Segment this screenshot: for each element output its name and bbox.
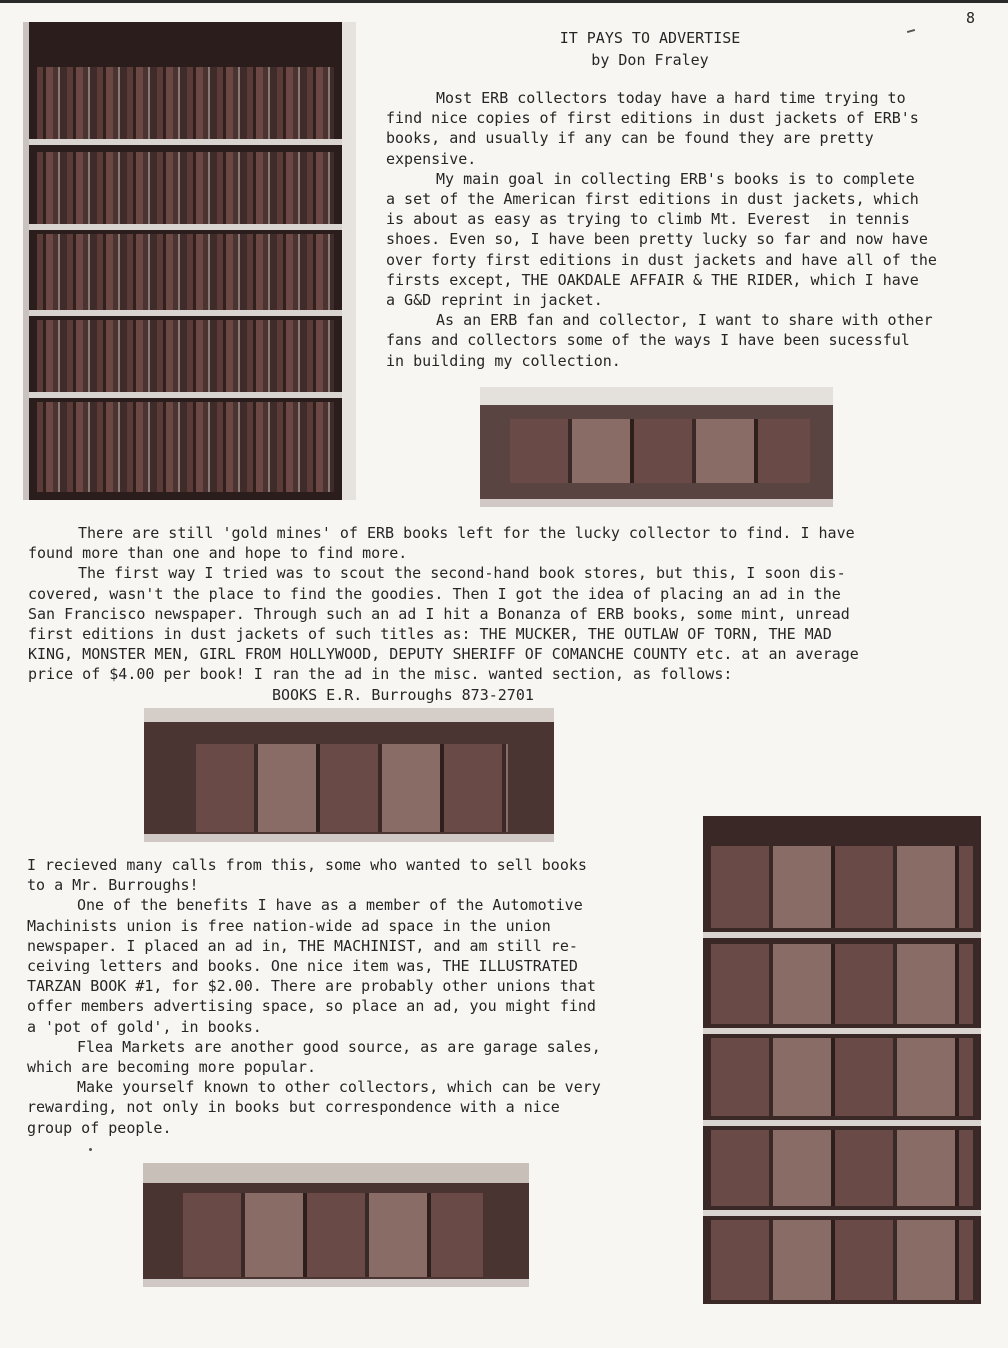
text-line: Machinists union is free nation-wide ad space in the union <box>27 916 551 935</box>
text-line: TARZAN BOOK #1, for $2.00. There are probably other unions that <box>27 977 596 996</box>
text-line: covered, wasn't the place to find the goodies. Then I got the idea of placing an ad in the <box>28 584 841 603</box>
intro-text <box>386 88 937 371</box>
text-line: firsts except, THE OAKDALE AFFAIR & THE RIDER, which I have <box>386 270 919 289</box>
text-line: a set of the American first editions in dust jackets, which <box>386 190 919 209</box>
text-line: a G&D reprint in jacket. <box>386 291 603 310</box>
text-line: shoes. Even so, I have been pretty lucky so far and now have <box>386 230 928 249</box>
text-line: Make yourself known to other collectors, which can be very <box>77 1078 601 1097</box>
text-line: Most ERB collectors today have a hard time trying to <box>436 89 906 107</box>
text-line: found more than one and hope to find more. <box>28 544 408 563</box>
ad-text-line: BOOKS E.R. Burroughs 873-2701 <box>272 685 534 704</box>
tarzan-covers-photo <box>143 1163 529 1287</box>
text-line: newspaper. I placed an ad in, THE MACHINIST, and am still re- <box>27 936 578 955</box>
stray-mark <box>907 29 915 33</box>
middle-text <box>28 523 859 705</box>
text-line: which are becoming more popular. <box>27 1058 316 1077</box>
article-byline: by Don Fraley <box>591 51 709 69</box>
text-line: fans and collectors some of the ways I have been sucessful <box>386 331 910 350</box>
page-number: 8 <box>966 9 976 27</box>
pulp-covers-photo <box>144 708 554 842</box>
text-line: group of people. <box>27 1118 172 1137</box>
text-line: Flea Markets are another good source, as are garage sales, <box>77 1037 601 1056</box>
text-line: My main goal in collecting ERB's books is to complete <box>436 169 915 188</box>
text-line: KING, MONSTER MEN, GIRL FROM HOLLYWOOD, DEPUTY SHERIFF OF COMANCHE COUNTY etc. at an average <box>28 645 859 664</box>
text-line: a 'pot of gold', in books. <box>27 1017 262 1036</box>
article-title: IT PAYS TO ADVERTISE <box>559 29 741 47</box>
text-line: As an ERB fan and collector, I want to share with other <box>436 311 933 330</box>
article-heading <box>490 27 810 71</box>
text-line: rewarding, not only in books but correspondence with a nice <box>27 1098 560 1117</box>
text-line: find nice copies of first editions in dust jackets of ERB's <box>386 109 919 128</box>
text-line: in building my collection. <box>386 351 621 370</box>
text-line: is about as easy as trying to climb Mt. Everest in tennis <box>386 210 910 229</box>
books-shelf-photo <box>480 387 833 507</box>
text-line: books, and usually if any can be found they are pretty <box>386 129 874 148</box>
lower-text <box>27 855 601 1138</box>
text-line: One of the benefits I have as a member of the Automotive <box>77 896 583 915</box>
bookshelf-photo-large <box>23 22 356 500</box>
top-rule <box>0 0 1008 3</box>
text-line: The first way I tried was to scout the second-hand book stores, but this, I soon dis- <box>78 564 846 583</box>
text-line: offer members advertising space, so place an ad, you might find <box>27 997 596 1016</box>
text-line: to a Mr. Burroughs! <box>27 876 199 895</box>
magazine-shelf-photo <box>703 816 981 1304</box>
text-line: ceiving letters and books. One nice item was, THE ILLUSTRATED <box>27 957 578 976</box>
text-line: first editions in dust jackets of such titles as: THE MUCKER, THE OUTLAW OF TORN, THE MAD <box>28 625 832 644</box>
text-line: expensive. <box>386 149 477 168</box>
stray-dot <box>89 1148 92 1151</box>
text-line: There are still 'gold mines' of ERB books left for the lucky collector to find. I have <box>78 524 855 542</box>
text-line: I recieved many calls from this, some who wanted to sell books <box>27 856 587 874</box>
text-line: over forty first editions in dust jackets and have all of the <box>386 250 937 269</box>
text-line: San Francisco newspaper. Through such an ad I hit a Bonanza of ERB books, some mint, unread <box>28 604 850 623</box>
text-line: price of $4.00 per book! I ran the ad in the misc. wanted section, as follows: <box>28 665 733 684</box>
